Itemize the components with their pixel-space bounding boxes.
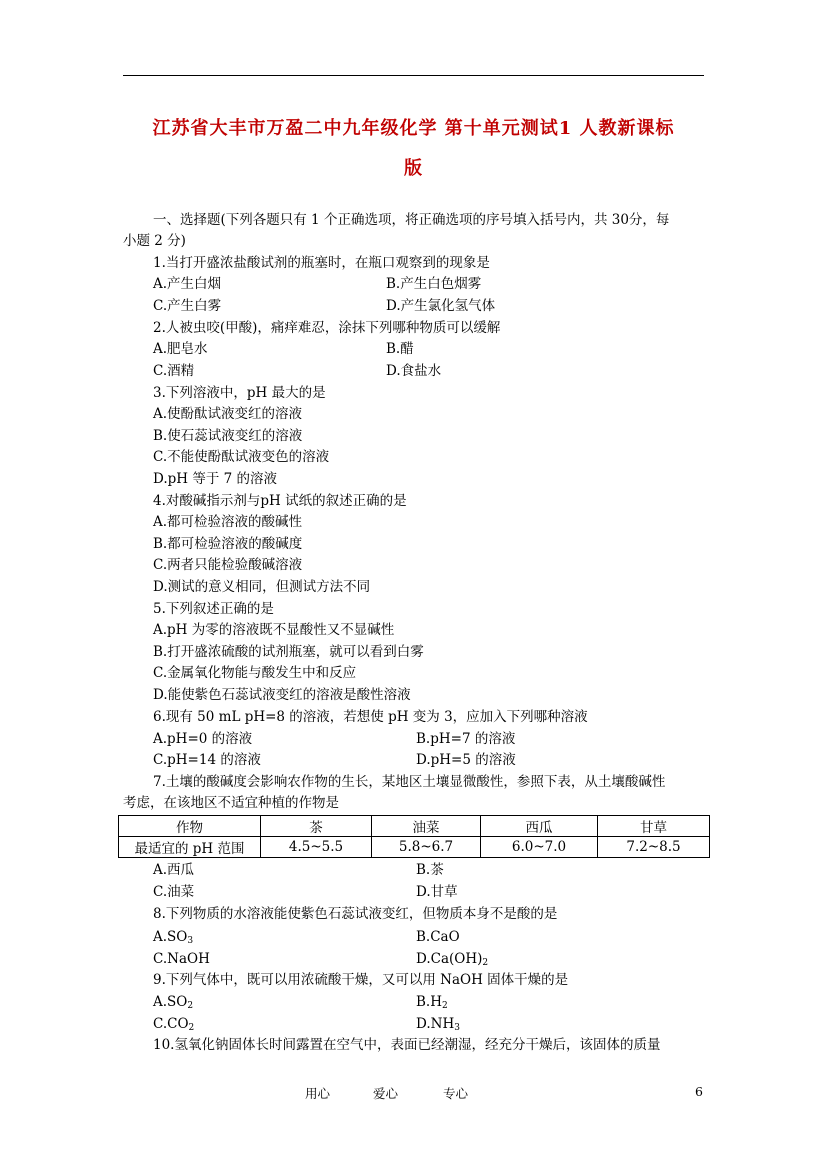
q8-option-b: B.CaO [416, 929, 460, 945]
table-cell: 5.8~6.7 [372, 837, 481, 858]
table-cell: 甘草 [598, 816, 710, 837]
question-1-stem: 1.当打开盛浓盐酸试剂的瓶塞时，在瓶口观察到的现象是 [153, 255, 490, 271]
question-2-stem: 2.人被虫咬(甲酸)，痛痒难忍，涂抹下列哪种物质可以缓解 [153, 320, 501, 336]
question-7-stem-continued: 考虑，在该地区不适宜种植的作物是 [123, 795, 339, 811]
section-heading: 一、选择题(下列各题只有 1 个正确选项，将正确选项的序号填入括号内，共 30分，每 [153, 212, 670, 228]
q4-option-a: A.都可检验溶液的酸碱性 [153, 514, 303, 530]
document-title-continued: 版 [404, 158, 423, 179]
question-5-stem: 5.下列叙述正确的是 [153, 601, 274, 617]
q3-option-a: A.使酚酞试液变红的溶液 [153, 406, 303, 422]
table-cell: 最适宜的 pH 范围 [119, 837, 261, 858]
table-cell: 7.2~8.5 [598, 837, 710, 858]
subscript: 2 [187, 1001, 194, 1011]
q2-option-b: B.醋 [386, 341, 414, 357]
q4-option-c: C.两者只能检验酸碱溶液 [153, 557, 303, 573]
subscript: 2 [442, 1001, 448, 1011]
q7-option-d: D.甘草 [416, 884, 458, 900]
q5-option-c: C.金属氧化物能与酸发生中和反应 [153, 665, 357, 681]
q8-option-a [153, 927, 193, 951]
table-cell: 西瓜 [481, 816, 598, 837]
q2-option-a: A.肥皂水 [153, 341, 208, 357]
q1-option-c: C.产生白雾 [153, 298, 222, 314]
question-10-stem: 10.氢氧化钠固体长时间露置在空气中，表面已经潮湿，经充分干燥后，该固体的质量 [153, 1037, 661, 1053]
q1-option-b: B.产生白色烟雾 [386, 276, 482, 292]
q6-option-a: A.pH=0 的溶液 [153, 731, 253, 747]
q7-option-b: B.茶 [416, 862, 444, 878]
q3-option-c: C.不能使酚酞试液变色的溶液 [153, 449, 330, 465]
footer-text: 专心 [443, 1086, 469, 1101]
q5-option-a: A.pH 为零的溶液既不显酸性又不显碱性 [153, 622, 395, 638]
q3-option-d: D.pH 等于 7 的溶液 [153, 471, 278, 487]
q7-option-c: C.油菜 [153, 884, 195, 900]
question-8-stem: 8.下列物质的水溶液能使紫色石蕊试液变红，但物质本身不是酸的是 [153, 906, 558, 922]
q5-option-d: D.能使紫色石蕊试液变红的溶液是酸性溶液 [153, 687, 411, 703]
option-text: A.SO [153, 994, 188, 1010]
table-cell: 作物 [119, 816, 261, 837]
question-6-stem: 6.现有 50 mL pH=8 的溶液，若想使 pH 变为 3，应加入下列哪种溶液 [153, 709, 588, 725]
q7-option-a: A.西瓜 [153, 862, 195, 878]
table-cell: 油菜 [372, 816, 481, 837]
q9-option-a [153, 992, 193, 1016]
document-title: 江苏省大丰市万盈二中九年级化学 第十单元测试1 人教新课标 [152, 118, 675, 139]
subscript: 3 [454, 1023, 460, 1033]
option-text: B.H [416, 994, 442, 1010]
subscript: 2 [188, 1023, 195, 1033]
q6-option-b: B.pH=7 的溶液 [416, 731, 516, 747]
option-text: C.CO [153, 1016, 189, 1032]
option-text: A.SO [153, 929, 188, 945]
subscript: 2 [482, 958, 489, 968]
section-heading-continued: 小题 2 分) [123, 233, 186, 249]
q6-option-d: D.pH=5 的溶液 [416, 752, 516, 768]
footer-text: 用心 [305, 1086, 331, 1101]
option-text: D.Ca(OH) [416, 951, 483, 967]
q4-option-d: D.测试的意义相同，但测试方法不同 [153, 579, 371, 595]
subscript: 3 [187, 936, 194, 946]
q1-option-d: D.产生氯化氢气体 [386, 298, 496, 314]
header-rule [123, 75, 704, 76]
q9-option-b [416, 992, 448, 1016]
question-9-stem: 9.下列气体中，既可以用浓硫酸干燥，又可以用 NaOH 固体干燥的是 [153, 972, 569, 988]
ph-range-table [118, 815, 710, 858]
question-4-stem: 4.对酸碱指示剂与pH 试纸的叙述正确的是 [153, 493, 407, 509]
table-cell: 茶 [261, 816, 372, 837]
option-text: D.NH [416, 1016, 455, 1032]
q8-option-c: C.NaOH [153, 951, 210, 967]
q2-option-c: C.酒精 [153, 363, 195, 379]
table-row [119, 816, 710, 837]
q3-option-b: B.使石蕊试液变红的溶液 [153, 428, 303, 444]
table-cell: 6.0~7.0 [481, 837, 598, 858]
q2-option-d: D.食盐水 [386, 363, 442, 379]
page-number: 6 [695, 1084, 703, 1099]
question-3-stem: 3.下列溶液中，pH 最大的是 [153, 385, 326, 401]
table-row [119, 837, 710, 858]
footer-text: 爱心 [373, 1086, 399, 1101]
q5-option-b: B.打开盛浓硫酸的试剂瓶塞，就可以看到白雾 [153, 644, 424, 660]
q4-option-b: B.都可检验溶液的酸碱度 [153, 536, 303, 552]
question-7-stem: 7.土壤的酸碱度会影响农作物的生长，某地区土壤显微酸性，参照下表，从土壤酸碱性 [153, 774, 666, 790]
q6-option-c: C.pH=14 的溶液 [153, 752, 261, 768]
table-cell: 4.5~5.5 [261, 837, 372, 858]
q1-option-a: A.产生白烟 [153, 276, 222, 292]
